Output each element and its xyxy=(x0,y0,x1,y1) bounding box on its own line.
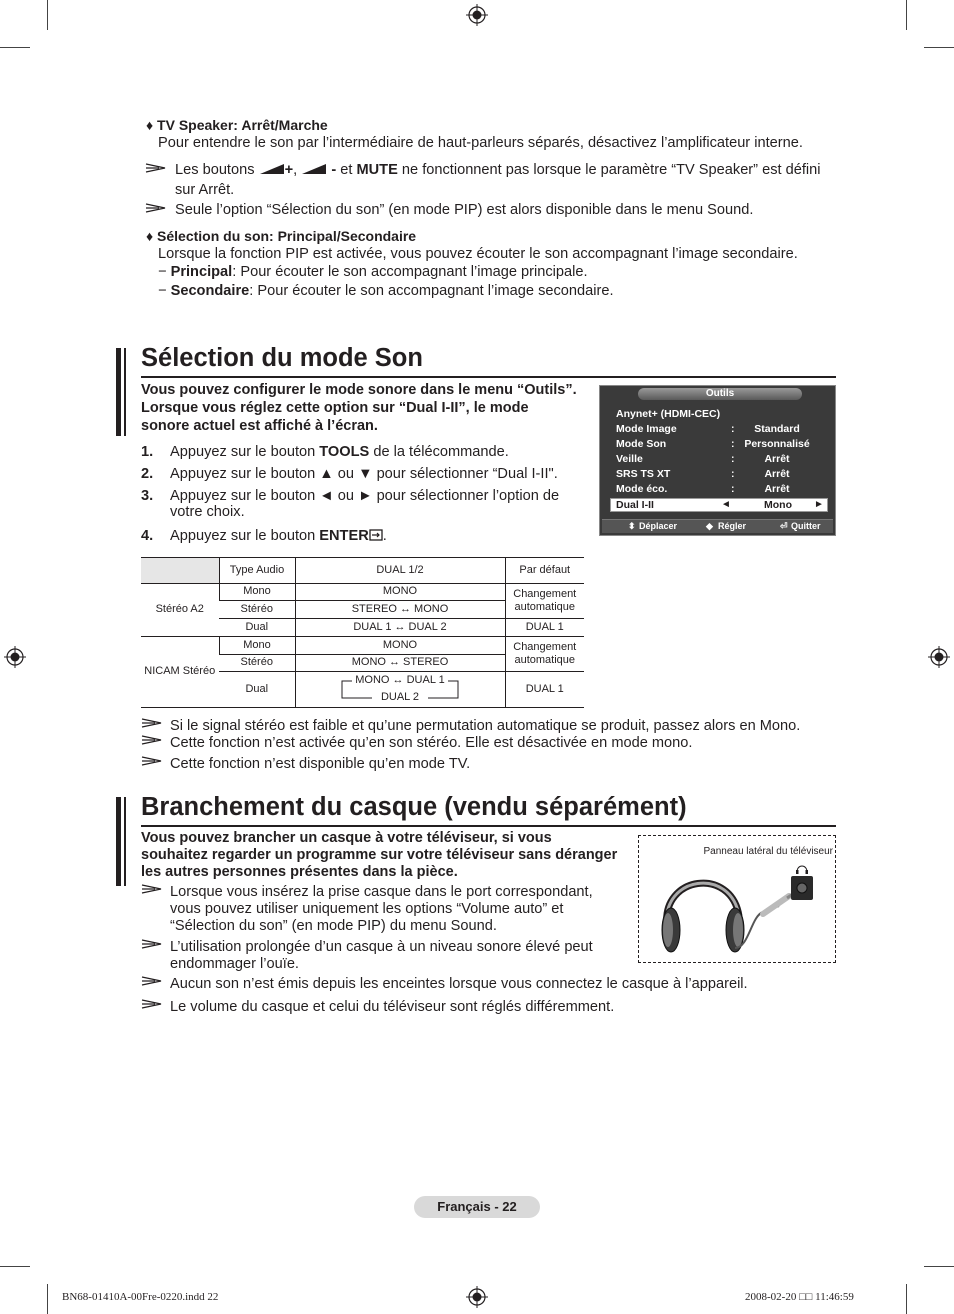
tools-osd-menu xyxy=(599,385,836,536)
note-text: ne fonctionnent pas lorsque le paramètre “TV Speaker” est défini xyxy=(401,162,821,178)
note-arrow-icon xyxy=(141,717,163,729)
step-text: Appuyez sur le bouton xyxy=(170,444,320,460)
section-bar xyxy=(116,348,121,436)
step-3: Appuyez sur le bouton ◄ ou ► pour sélectionner l’option de xyxy=(170,488,560,504)
audio-mode-table xyxy=(141,557,584,708)
note-arrow-icon xyxy=(141,938,163,950)
section1-intro-2: Lorsque vous réglez cette option sur “Dual I-II”, le mode xyxy=(141,400,529,416)
table-header: Par défaut xyxy=(505,558,584,584)
mute-label: MUTE xyxy=(356,162,398,178)
crop-mark xyxy=(47,0,48,30)
osd-row-label[interactable]: Mode Image xyxy=(616,423,677,435)
step-text: . xyxy=(382,528,387,544)
cycle-arrow-icon xyxy=(340,674,460,706)
table-cell: DUAL 1 ↔ DUAL 2 xyxy=(295,619,505,637)
osd-title: Outils xyxy=(638,388,802,400)
dual-cycle-top: MONO ↔ DUAL 1 xyxy=(355,673,445,686)
table-header-empty xyxy=(141,558,219,584)
section2-intro-3: les autres personnes présentes dans la pièce. xyxy=(141,864,458,880)
tv-speaker-note-2: Seule l’option “Sélection du son” (en mode PIP) est alors disponible dans le menu Sound. xyxy=(175,202,754,218)
dash: − xyxy=(158,283,167,299)
principal-label: Principal xyxy=(170,264,233,280)
note-arrow-icon xyxy=(145,202,167,214)
note-arrow-icon xyxy=(141,975,163,987)
section1-intro-1: Vous pouvez configurer le mode sonore dans le menu “Outils”. xyxy=(141,382,577,398)
osd-footer-adjust: Régler xyxy=(718,521,747,531)
crop-mark xyxy=(0,1266,30,1267)
table-cell-dual-cycle xyxy=(295,672,505,708)
section2-note-2: L’utilisation prolongée d’un casque à un niveau sonore élevé peut xyxy=(170,939,593,955)
section-bar xyxy=(116,797,121,886)
volume-up-icon xyxy=(259,163,285,175)
minus-label: - xyxy=(331,162,337,178)
step-3-cont: votre choix. xyxy=(170,504,245,520)
note-text: Les boutons xyxy=(175,162,255,178)
registration-mark-icon xyxy=(928,646,950,668)
note-arrow-icon xyxy=(141,755,163,767)
secondaire-text: : Pour écouter le son accompagnant l’image secondaire. xyxy=(249,283,614,299)
table-cell: Mono xyxy=(219,637,295,655)
headphones-icon xyxy=(639,836,837,964)
section-title-headphones: Branchement du casque (vendu séparément) xyxy=(141,793,687,821)
section2-note-1-cont: vous pouvez utiliser uniquement les options “Volume auto” et xyxy=(170,901,564,917)
section1-note-1: Si le signal stéréo est faible et qu’une permutation automatique se produit, passez alors en Mono. xyxy=(170,718,801,734)
table-cell: DUAL 1 xyxy=(505,619,584,637)
crop-mark xyxy=(906,0,907,30)
note-arrow-icon xyxy=(141,998,163,1010)
osd-row-label[interactable]: Mode Son xyxy=(616,438,667,450)
osd-selected-row[interactable] xyxy=(610,498,828,512)
volume-down-icon xyxy=(301,163,327,175)
principal-text: : Pour écouter le son accompagnant l’image principale. xyxy=(232,264,588,280)
note-arrow-icon xyxy=(145,162,167,174)
note-arrow-icon xyxy=(141,734,163,746)
arrow-left-icon[interactable]: ◄ xyxy=(721,499,731,510)
osd-footer-exit: Quitter xyxy=(791,521,821,531)
step-text: Appuyez sur le bouton xyxy=(170,528,320,544)
panel-label: Panneau latéral du téléviseur xyxy=(703,846,833,857)
dual-cycle-bottom: DUAL 2 xyxy=(380,690,420,703)
secondaire-label: Secondaire xyxy=(170,283,250,299)
osd-row-label[interactable]: Veille xyxy=(616,453,643,465)
section-title-sound-mode: Sélection du mode Son xyxy=(141,344,423,372)
registration-mark-icon xyxy=(466,4,488,26)
adjust-icon: ◆ xyxy=(706,521,713,531)
enter-icon xyxy=(369,528,383,541)
osd-row-value: Arrêt xyxy=(764,468,790,480)
table-header: DUAL 1/2 xyxy=(295,558,505,584)
enter-label: ENTER xyxy=(319,528,369,544)
comma: , xyxy=(293,162,298,178)
sound-select-body: Lorsque la fonction PIP est activée, vous pouvez écouter le son accompagnant l’image secondaire. xyxy=(158,246,798,262)
osd-row-label[interactable]: Mode éco. xyxy=(616,483,668,495)
section2-note-1-cont: “Sélection du son” (en mode PIP) du menu Sound. xyxy=(170,918,497,934)
table-cell: MONO xyxy=(295,584,505,601)
registration-mark-icon xyxy=(4,646,26,668)
section1-note-2: Cette fonction n’est activée qu’en son stéréo. Elle est désactivée en mode mono. xyxy=(170,735,693,751)
section2-note-2-cont: endommager l’ouïe. xyxy=(170,956,299,972)
table-group: Stéréo A2 xyxy=(141,584,219,637)
section2-intro-1: Vous pouvez brancher un casque à votre téléviseur, si vous xyxy=(141,830,552,846)
principal-line xyxy=(158,264,588,282)
table-cell: Stéréo xyxy=(219,601,295,619)
arrow-right-icon[interactable]: ► xyxy=(814,499,824,510)
step-text: de la télécommande. xyxy=(369,444,509,460)
section2-note-4: Le volume du casque et celui du téléviseur sont réglés différemment. xyxy=(170,999,615,1015)
osd-colon: : xyxy=(731,453,735,465)
table-cell: Changement automatique xyxy=(505,637,584,672)
crop-mark xyxy=(924,1266,954,1267)
step-number: 3. xyxy=(141,488,154,504)
section2-note-1: Lorsque vous insérez la prise casque dans le port correspondant, xyxy=(170,884,593,900)
step-4 xyxy=(170,528,387,546)
exit-icon: ⏎ xyxy=(780,521,788,531)
step-number: 2. xyxy=(141,466,154,482)
table-cell: MONO ↔ STEREO xyxy=(295,655,505,672)
section1-intro-3: sonore actuel est affiché à l’écran. xyxy=(141,418,378,434)
section-rule xyxy=(141,825,836,827)
tv-speaker-note-1 xyxy=(175,162,821,180)
osd-row-value: Standard xyxy=(754,423,800,435)
osd-footer xyxy=(602,519,833,533)
tools-label: TOOLS xyxy=(319,444,370,460)
step-number: 1. xyxy=(141,444,154,460)
table-cell: Dual xyxy=(219,672,295,708)
table-cell: MONO xyxy=(295,637,505,655)
osd-row-label[interactable]: Anynet+ (HDMI-CEC) xyxy=(616,408,721,420)
osd-row-value: Arrêt xyxy=(764,483,790,495)
crop-mark xyxy=(0,47,30,48)
page-number: Français - 22 xyxy=(414,1196,540,1218)
headphone-illustration xyxy=(638,835,836,963)
table-cell: Stéréo xyxy=(219,655,295,672)
osd-selected-value: Mono xyxy=(764,499,792,511)
note-arrow-icon xyxy=(141,883,163,895)
table-cell: STEREO ↔ MONO xyxy=(295,601,505,619)
table-cell: Changement automatique xyxy=(505,584,584,619)
osd-selected-label: Dual I-II xyxy=(616,499,654,511)
plus-label: + xyxy=(284,162,294,178)
tv-speaker-body: Pour entendre le son par l’intermédiaire de haut-parleurs séparés, désactivez l’amplificateur interne. xyxy=(158,135,803,151)
slug-timestamp: 2008-02-20 □□ 11:46:59 xyxy=(745,1291,854,1303)
secondaire-line xyxy=(158,283,614,301)
osd-row-label[interactable]: SRS TS XT xyxy=(616,468,671,480)
slug-filename: BN68-01410A-00Fre-0220.indd 22 xyxy=(62,1291,219,1303)
step-number: 4. xyxy=(141,528,154,544)
crop-mark xyxy=(924,47,954,48)
move-icon: ⬍ xyxy=(628,521,636,531)
section-bar xyxy=(124,797,126,886)
osd-row-value: Arrêt xyxy=(764,453,790,465)
table-cell: DUAL 1 xyxy=(505,672,584,708)
step-1 xyxy=(170,444,509,462)
table-cell: Dual xyxy=(219,619,295,637)
tv-speaker-note-1-cont: sur Arrêt. xyxy=(175,182,235,198)
step-2: Appuyez sur le bouton ▲ ou ▼ pour sélectionner “Dual I-II". xyxy=(170,466,558,482)
dash: − xyxy=(158,264,167,280)
table-cell: Mono xyxy=(219,584,295,601)
osd-colon: : xyxy=(731,483,735,495)
section-bar xyxy=(124,348,126,436)
osd-footer-move: Déplacer xyxy=(639,521,678,531)
section2-intro-2: souhaitez regarder un programme sur votre téléviseur sans déranger xyxy=(141,847,618,863)
crop-mark xyxy=(47,1284,48,1314)
section-rule xyxy=(141,376,836,378)
crop-mark xyxy=(906,1284,907,1314)
sound-select-heading: ♦ Sélection du son: Principal/Secondaire xyxy=(146,228,417,244)
osd-colon: : xyxy=(731,438,735,450)
table-group: NICAM Stéréo xyxy=(141,637,219,708)
osd-colon: : xyxy=(731,468,735,480)
osd-colon: : xyxy=(731,423,735,435)
tv-speaker-heading: ♦ TV Speaker: Arrêt/Marche xyxy=(146,117,328,133)
section2-note-3: Aucun son n’est émis depuis les enceintes lorsque vous connectez le casque à l’appareil. xyxy=(170,976,748,992)
registration-mark-icon xyxy=(466,1286,488,1308)
section1-note-3: Cette fonction n’est disponible qu’en mode TV. xyxy=(170,756,471,772)
note-text: et xyxy=(340,162,353,178)
table-header: Type Audio xyxy=(219,558,295,584)
osd-row-value: Personnalisé xyxy=(744,438,810,450)
